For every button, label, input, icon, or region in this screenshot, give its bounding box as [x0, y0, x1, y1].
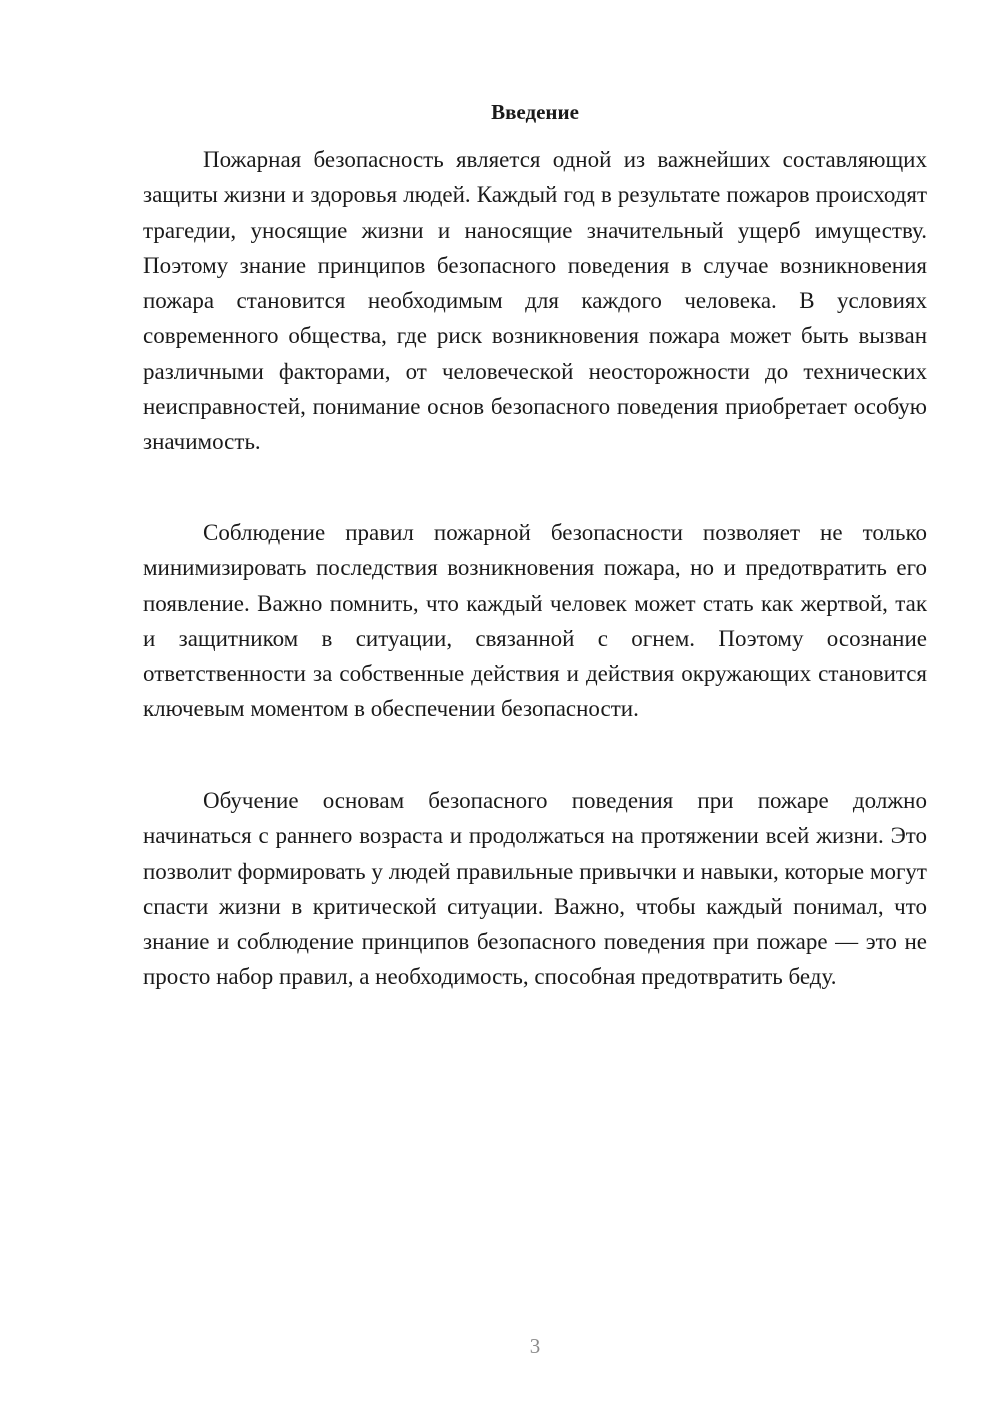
page-number: 3 — [529, 1334, 541, 1358]
page-title: Введение — [491, 100, 579, 124]
paragraph-text: Обучение основам безопасного поведения при пожаре должно начинаться с раннего возраста и продолжаться на протяжении всей жизни. Это позволит формировать у людей правильные привычки и навыки, которые могут спасти жизни в критической ситуации. Важно, чтобы каждый понимал, что знание и соблюдение принципов безопасного поведения при пожаре — это не просто набор правил, а необходимость, способная предотвратить беду. — [143, 788, 927, 990]
paragraph-text: Пожарная безопасность является одной из важнейших составляющих защиты жизни и здоровья людей. Каждый год в результате пожаров происходят трагедии, уносящие жизни и наносящие значительный ущерб имуществу. Поэтому знание принципов безопасного поведения в случае возникновения пожара становится необходимым для каждого человека. В условиях современного общества, где риск возникновения пожара может быть вызван различными факторами, от человеческой неосторожности до технических неисправностей, понимание основ безопасного поведения приобретает особую значимость. — [143, 147, 927, 455]
paragraph-2 — [143, 515, 927, 727]
paragraph-text: Соблюдение правил пожарной безопасности позволяет не только минимизировать последствия возникновения пожара, но и предотвратить его появление. Важно помнить, что каждый человек может стать как жертвой, так и защитником в ситуации, связанной с огнем. Поэтому осознание ответственности за собственные действия и действия окружающих становится ключевым моментом в обеспечении безопасности. — [143, 520, 927, 722]
paragraph-3 — [143, 783, 927, 995]
paragraph-1 — [143, 142, 927, 460]
